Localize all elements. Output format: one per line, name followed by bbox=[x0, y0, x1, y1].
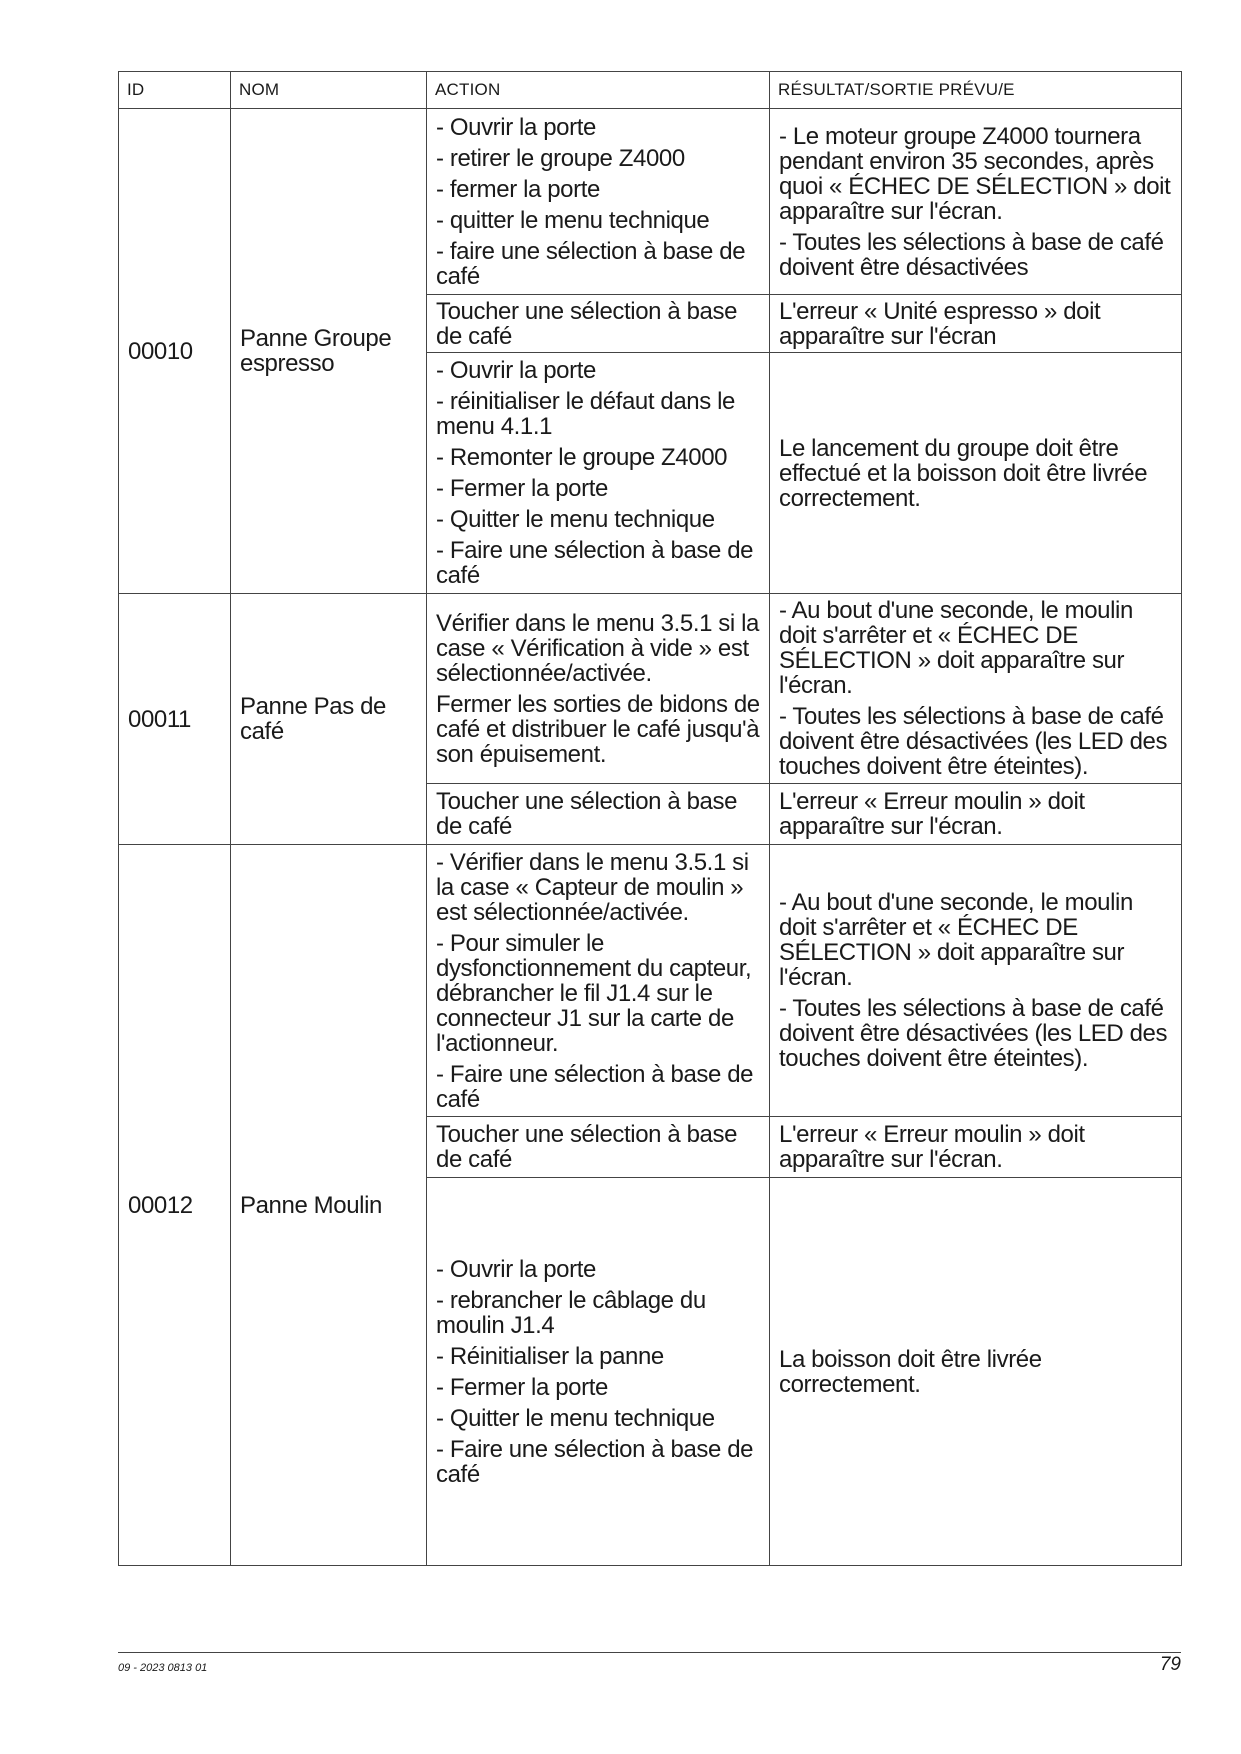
action-line: - fermer la porte bbox=[436, 175, 600, 203]
page-number: 79 bbox=[1159, 1654, 1181, 1675]
action-line: - Faire une sélection à base de café bbox=[436, 1060, 754, 1113]
action-cell bbox=[427, 845, 770, 1117]
result-line: - Toutes les sélections à base de café doivent être désactivées (les LED des touches doivent être éteintes). bbox=[779, 995, 1168, 1072]
action-line: Fermer les sorties de bidons de café et distribuer le café jusqu'à son épuisement. bbox=[436, 690, 760, 768]
action-line: - Quitter le menu technique bbox=[436, 506, 715, 533]
result-cell bbox=[770, 1178, 1182, 1566]
header-result: RÉSULTAT/SORTIE PRÉVU/E bbox=[770, 72, 1182, 109]
action-line: - rebrancher le câblage du moulin J1.4 bbox=[436, 1286, 706, 1339]
result-line: L'erreur « Erreur moulin » doit apparaître sur l'écran. bbox=[779, 788, 1085, 840]
action-cell bbox=[427, 353, 770, 594]
row-name: Panne Groupe espresso bbox=[231, 109, 427, 594]
result-line: - Au bout d'une seconde, le moulin doit s'arrêter et « ÉCHEC DE SÉLECTION » doit apparaître sur l'écran. bbox=[779, 889, 1133, 991]
action-cell bbox=[427, 109, 770, 295]
action-cell bbox=[427, 1117, 770, 1178]
action-line: - faire une sélection à base de café bbox=[436, 237, 746, 290]
header-row bbox=[119, 72, 1182, 109]
result-cell bbox=[770, 353, 1182, 594]
header-action: ACTION bbox=[427, 72, 770, 109]
result-cell bbox=[770, 1117, 1182, 1178]
table-row bbox=[119, 109, 1182, 295]
action-line: - quitter le menu technique bbox=[436, 206, 710, 234]
action-line: - Vérifier dans le menu 3.5.1 si la case « Capteur de moulin » est sélectionnée/activée. bbox=[436, 848, 749, 926]
action-line: Vérifier dans le menu 3.5.1 si la case « Vérification à vide » est sélectionnée/activée. bbox=[436, 609, 759, 687]
row-id: 00011 bbox=[119, 594, 231, 845]
result-line: La boisson doit être livrée correctement. bbox=[779, 1345, 1042, 1398]
action-line: - réinitialiser le défaut dans le menu 4.1.1 bbox=[436, 388, 735, 440]
action-line: - Quitter le menu technique bbox=[436, 1404, 715, 1432]
action-cell bbox=[427, 594, 770, 784]
result-cell bbox=[770, 784, 1182, 845]
action-line: - Réinitialiser la panne bbox=[436, 1342, 664, 1370]
action-line: - Remonter le groupe Z4000 bbox=[436, 444, 728, 471]
result-line: - Au bout d'une seconde, le moulin doit s'arrêter et « ÉCHEC DE SÉLECTION » doit apparaître sur l'écran. bbox=[779, 597, 1133, 699]
result-line: - Toutes les sélections à base de café doivent être désactivées (les LED des touches doivent être éteintes). bbox=[779, 703, 1168, 780]
result-cell bbox=[770, 845, 1182, 1117]
row-id: 00010 bbox=[119, 109, 231, 594]
result-cell bbox=[770, 594, 1182, 784]
action-line: - Ouvrir la porte bbox=[436, 357, 596, 384]
action-line: Toucher une sélection à base de café bbox=[436, 788, 738, 840]
action-line: - Faire une sélection à base de café bbox=[436, 537, 754, 589]
table-row bbox=[119, 845, 1182, 1117]
action-cell bbox=[427, 1178, 770, 1566]
action-line: - Ouvrir la porte bbox=[436, 1255, 596, 1283]
result-line: - Le moteur groupe Z4000 tournera pendant environ 35 secondes, après quoi « ÉCHEC DE SÉLECTION » doit apparaître sur l'écran. bbox=[779, 122, 1171, 225]
table-row bbox=[119, 594, 1182, 784]
action-line: - Pour simuler le dysfonctionnement du capteur, débrancher le fil J1.4 sur le connecteur J1 sur la carte de l'actionneur. bbox=[436, 929, 752, 1057]
action-cell bbox=[427, 784, 770, 845]
result-cell bbox=[770, 295, 1182, 353]
footer-rule bbox=[118, 1652, 1181, 1653]
row-name: Panne Pas de café bbox=[231, 594, 427, 845]
action-line: - Fermer la porte bbox=[436, 475, 608, 502]
header-id: ID bbox=[119, 72, 231, 109]
action-line: - Ouvrir la porte bbox=[436, 113, 596, 141]
action-line: - Fermer la porte bbox=[436, 1373, 608, 1401]
result-line: L'erreur « Unité espresso » doit apparaître sur l'écran bbox=[779, 297, 1101, 350]
row-name: Panne Moulin bbox=[231, 845, 427, 1566]
action-line: Toucher une sélection à base de café bbox=[436, 1121, 738, 1173]
footer-code: 09 - 2023 0813 01 bbox=[118, 1662, 208, 1674]
result-line: L'erreur « Erreur moulin » doit apparaître sur l'écran. bbox=[779, 1121, 1085, 1173]
action-cell bbox=[427, 295, 770, 353]
result-cell bbox=[770, 109, 1182, 295]
action-line: Toucher une sélection à base de café bbox=[436, 297, 738, 350]
result-line: Le lancement du groupe doit être effectué et la boisson doit être livrée correctement. bbox=[779, 434, 1148, 512]
action-line: - retirer le groupe Z4000 bbox=[436, 144, 685, 172]
action-line: - Faire une sélection à base de café bbox=[436, 1435, 754, 1488]
test-table bbox=[118, 71, 1182, 1566]
row-id: 00012 bbox=[119, 845, 231, 1566]
result-line: - Toutes les sélections à base de café doivent être désactivées bbox=[779, 228, 1164, 281]
header-name: NOM bbox=[231, 72, 427, 109]
